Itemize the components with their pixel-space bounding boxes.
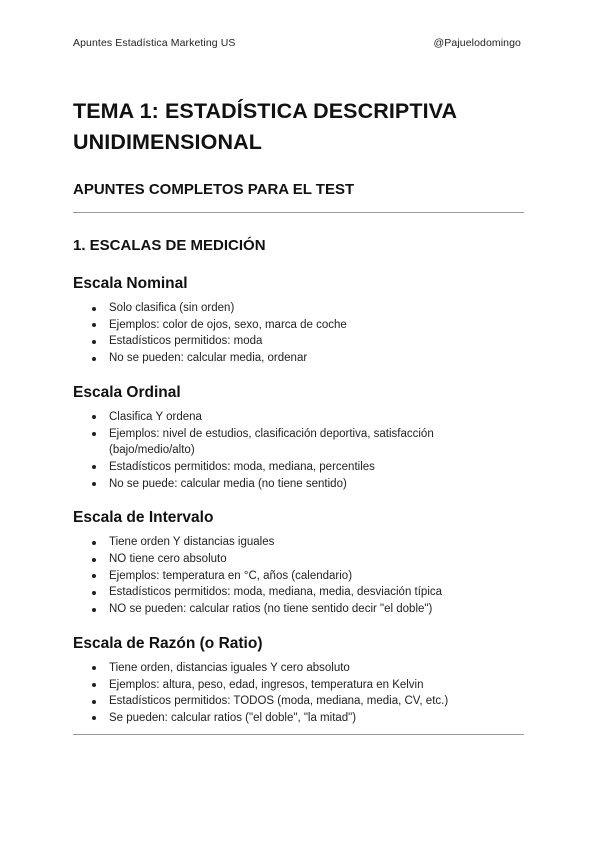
bullet-list-ordinal [73,409,525,493]
document-subtitle: APUNTES COMPLETOS PARA EL TEST [73,181,355,198]
list-item: Estadísticos permitidos: moda [109,333,525,350]
list-item: Tiene orden Y distancias iguales [109,534,525,551]
list-item: Clasifica Y ordena [109,409,525,426]
list-item: Estadísticos permitidos: moda, mediana, media, desviación típica [109,584,525,601]
document-title: TEMA 1: ESTADÍSTICA DESCRIPTIVA UNIDIMENSIONAL [73,99,457,154]
list-item: NO se pueden: calcular ratios (no tiene sentido decir "el doble") [109,601,525,618]
scale-heading-nominal: Escala Nominal [73,275,188,292]
bullet-list-intervalo [73,534,525,618]
header-left-text: Apuntes Estadística Marketing US [73,37,236,49]
list-item: No se puede: calcular media (no tiene sentido) [109,476,525,493]
list-item: Ejemplos: nivel de estudios, clasificación deportiva, satisfacción (bajo/medio/alto) [109,426,525,459]
list-item: Ejemplos: color de ojos, sexo, marca de coche [109,317,525,334]
list-item: Tiene orden, distancias iguales Y cero absoluto [109,660,525,677]
list-item: No se pueden: calcular media, ordenar [109,350,525,367]
list-item: NO tiene cero absoluto [109,551,525,568]
list-item: Estadísticos permitidos: moda, mediana, percentiles [109,459,525,476]
bullet-list-nominal [73,300,525,367]
list-item: Ejemplos: altura, peso, edad, ingresos, temperatura en Kelvin [109,677,525,694]
header-author-handle: @Pajuelodomingo [433,37,521,49]
section-heading: 1. ESCALAS DE MEDICIÓN [73,237,266,254]
scale-heading-intervalo: Escala de Intervalo [73,509,214,527]
list-item: Ejemplos: temperatura en °C, años (calendario) [109,568,525,585]
horizontal-divider [73,734,524,735]
list-item: Se pueden: calcular ratios ("el doble", "la mitad") [109,710,525,727]
document-content [73,96,525,735]
scale-heading-razon: Escala de Razón (o Ratio) [73,634,263,652]
scale-heading-ordinal: Escala Ordinal [73,383,181,401]
running-header [73,37,521,49]
list-item: Solo clasifica (sin orden) [109,300,525,317]
horizontal-divider [73,212,524,213]
bullet-list-razon [73,660,525,727]
list-item: Estadísticos permitidos: TODOS (moda, mediana, media, CV, etc.) [109,693,525,710]
